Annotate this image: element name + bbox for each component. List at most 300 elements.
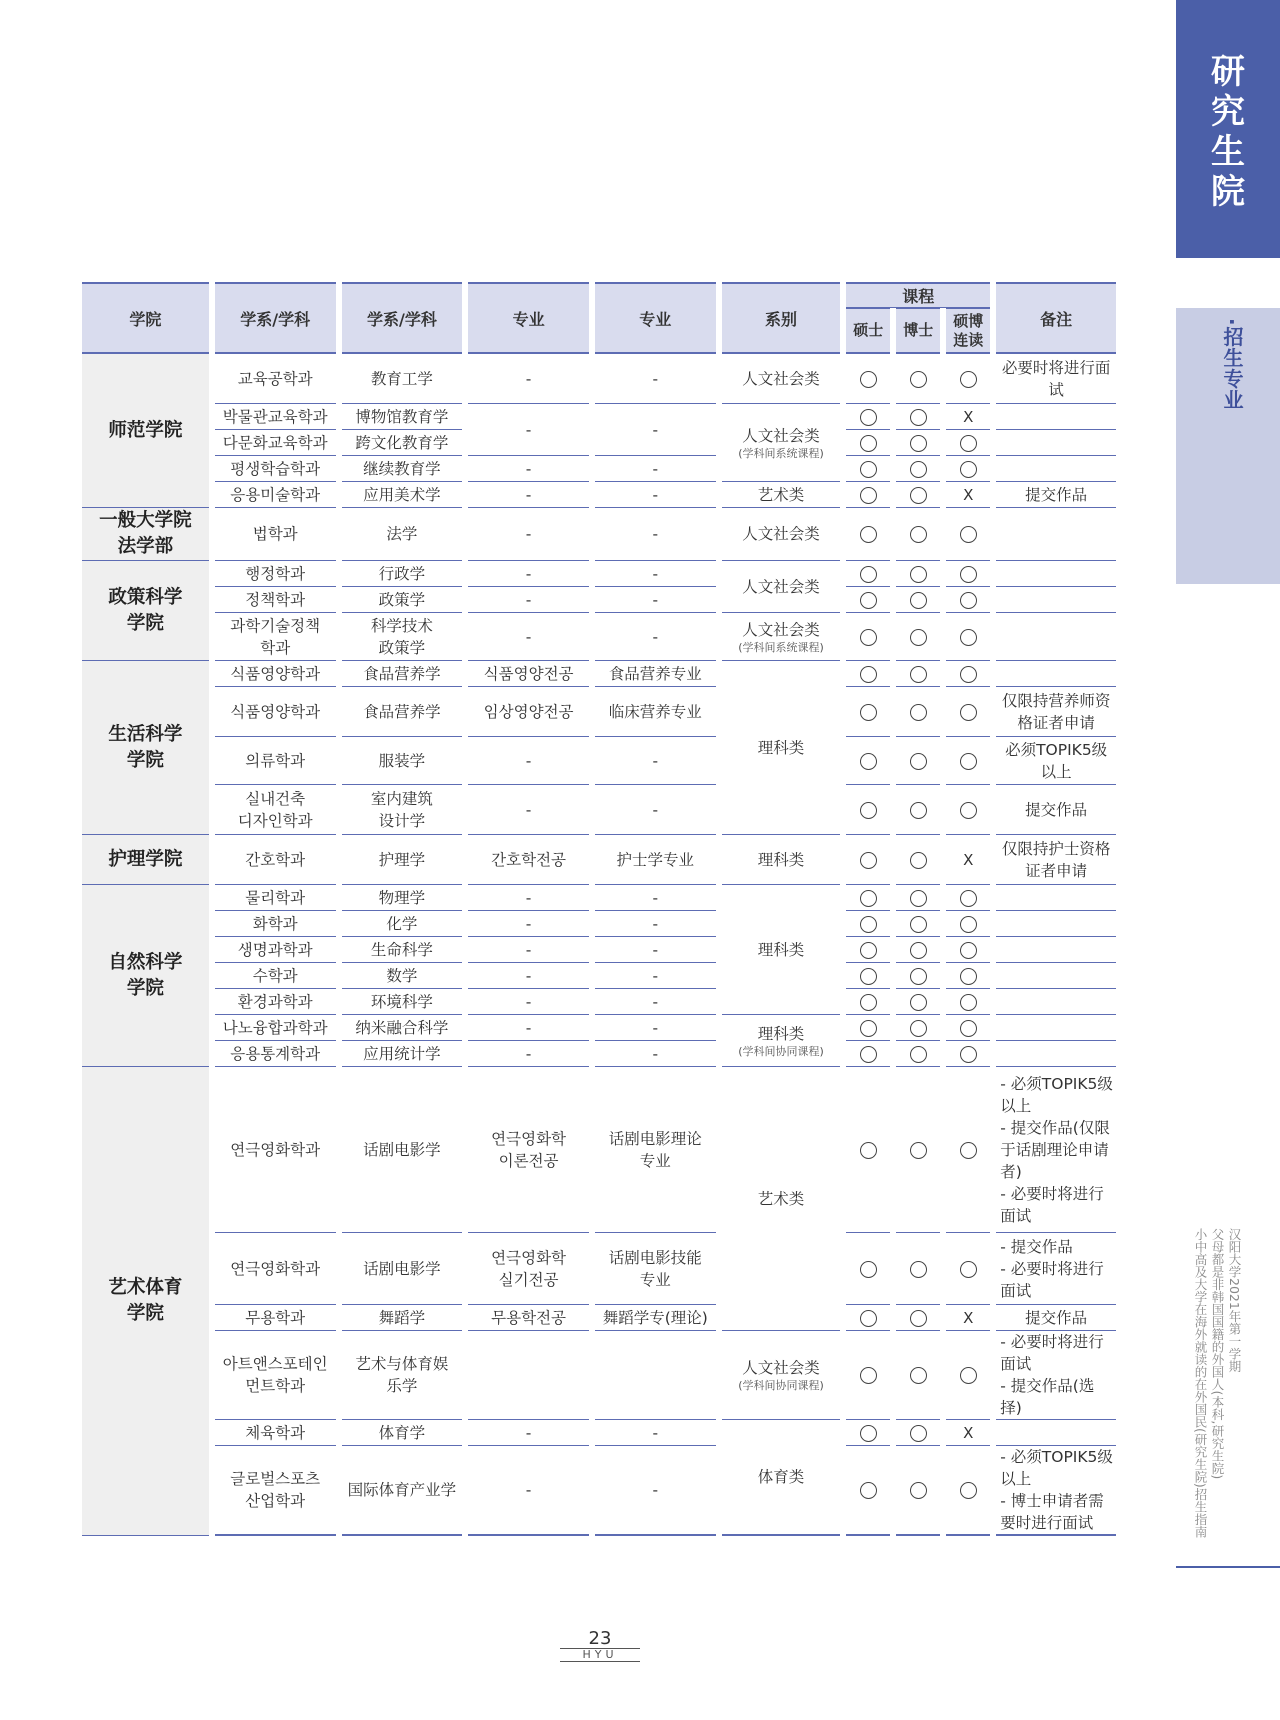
dept-kr-cell: 수학과 (215, 963, 336, 989)
doctor-cell (896, 963, 940, 989)
major-kr-cell: - (468, 354, 589, 404)
notes-cell (996, 1067, 1116, 1233)
category-cell (722, 1420, 841, 1536)
notes-cell (996, 1331, 1116, 1420)
master-cell (846, 963, 890, 989)
circle-mark-icon (910, 1425, 927, 1442)
major-cn-cell: - (595, 613, 716, 661)
table-row (82, 587, 1116, 613)
notes-cell (996, 456, 1116, 482)
doctor-cell (896, 911, 940, 937)
circle-mark-icon (860, 1310, 877, 1327)
dept-kr-cell: 체육학과 (215, 1420, 336, 1446)
circle-mark-icon (860, 409, 877, 426)
major-cn-cell: - (595, 561, 716, 587)
master-cell (846, 587, 890, 613)
table-row (82, 1067, 1116, 1233)
major-cn-cell: - (595, 354, 716, 404)
master-cell (846, 1305, 890, 1331)
notes-cell: 必须TOPIK5级以上 (996, 737, 1116, 785)
circle-mark-icon (960, 1367, 977, 1384)
dept-cn-cell: 国际体育产业学 (342, 1446, 463, 1536)
category-label: 理科类 (757, 850, 805, 869)
combined-cell (946, 1067, 990, 1233)
major-kr-cell: - (468, 911, 589, 937)
master-cell (846, 561, 890, 587)
section-tab-char: 究 (1211, 92, 1245, 132)
combined-cell (946, 613, 990, 661)
major-cn-cell: 临床营养专业 (595, 687, 716, 737)
major-cn-cell: - (595, 1041, 716, 1067)
circle-mark-icon (910, 592, 927, 609)
major-kr-cell: 무용학전공 (468, 1305, 589, 1331)
dept-kr-cell: 아트앤스포테인 먼트학과 (215, 1331, 336, 1420)
category-sublabel: (学科间系统课程) (738, 446, 824, 460)
x-mark: X (963, 485, 974, 504)
master-cell (846, 937, 890, 963)
master-cell (846, 404, 890, 430)
dept-cn-cell: 跨文化教育学 (342, 430, 463, 456)
circle-mark-icon (910, 566, 927, 583)
table-row (82, 1446, 1116, 1536)
category-label: 理科类 (757, 940, 805, 959)
circle-mark-icon (910, 852, 927, 869)
circle-mark-icon (960, 1142, 977, 1159)
dept-cn-cell: 物理学 (342, 885, 463, 911)
doctor-cell (896, 587, 940, 613)
major-cn-cell: - (595, 587, 716, 613)
circle-mark-icon (960, 566, 977, 583)
major-kr-cell: 임상영양전공 (468, 687, 589, 737)
circle-mark-icon (960, 592, 977, 609)
side-note-line: 小中高及大学在海外就读的在外国民(研究生院)招生指南 (1193, 1228, 1208, 1538)
circle-mark-icon (860, 1020, 877, 1037)
subsection-tab-label: ·招生专业 (1220, 318, 1244, 411)
category-sublabel: (学科间协同课程) (738, 1044, 824, 1058)
circle-mark-icon (860, 994, 877, 1011)
circle-mark-icon (860, 566, 877, 583)
circle-mark-icon (910, 916, 927, 933)
master-cell (846, 911, 890, 937)
master-cell (846, 737, 890, 785)
category-label: 人文社会类 (742, 620, 820, 639)
master-cell (846, 835, 890, 885)
header-master: 硕士 (846, 308, 890, 354)
combined-cell (946, 1420, 990, 1446)
circle-mark-icon (860, 942, 877, 959)
circle-mark-icon (960, 753, 977, 770)
combined-cell (946, 1015, 990, 1041)
circle-mark-icon (910, 1020, 927, 1037)
combined-cell (946, 911, 990, 937)
note-item: - 必须TOPIK5级以上 (1000, 1074, 1113, 1115)
dept-cn-cell: 食品营养学 (342, 687, 463, 737)
dept-kr-cell: 생명과학과 (215, 937, 336, 963)
circle-mark-icon (960, 461, 977, 478)
college-cell: 政策科学 学院 (82, 561, 209, 661)
category-cell (722, 1331, 841, 1420)
category-cell (722, 482, 841, 508)
major-cn-cell: 话剧电影技能 专业 (595, 1233, 716, 1305)
doctor-cell (896, 1233, 940, 1305)
master-cell (846, 613, 890, 661)
circle-mark-icon (860, 487, 877, 504)
combined-cell (946, 885, 990, 911)
major-cn-cell: - (595, 482, 716, 508)
major-kr-cell: - (468, 613, 589, 661)
category-cell (722, 561, 841, 613)
major-kr-cell: - (468, 1446, 589, 1536)
circle-mark-icon (860, 890, 877, 907)
doctor-cell (896, 1420, 940, 1446)
note-item: - 提交作品 (1000, 1237, 1073, 1256)
combined-cell (946, 482, 990, 508)
circle-mark-icon (860, 526, 877, 543)
dept-cn-cell: 室内建筑 设计学 (342, 785, 463, 835)
table-row (82, 482, 1116, 508)
notes-cell (996, 989, 1116, 1015)
notes-cell: 提交作品 (996, 785, 1116, 835)
circle-mark-icon (910, 487, 927, 504)
major-kr-cell: - (468, 508, 589, 561)
major-cn-cell: - (595, 1446, 716, 1536)
table-row (82, 404, 1116, 430)
doctor-cell (896, 456, 940, 482)
header-notes: 备注 (996, 282, 1116, 354)
major-cn-cell (595, 1331, 716, 1420)
category-label: 理科类 (757, 738, 805, 757)
table-row (82, 613, 1116, 661)
table-row (82, 785, 1116, 835)
doctor-cell (896, 661, 940, 687)
dept-cn-cell: 话剧电影学 (342, 1233, 463, 1305)
doctor-cell (896, 508, 940, 561)
doctor-cell (896, 561, 940, 587)
dept-cn-cell: 教育工学 (342, 354, 463, 404)
dept-kr-cell: 다문화교육학과 (215, 430, 336, 456)
page-number: 23 (588, 1628, 612, 1649)
notes-cell: 提交作品 (996, 482, 1116, 508)
doctor-cell (896, 687, 940, 737)
master-cell (846, 1015, 890, 1041)
circle-mark-icon (960, 942, 977, 959)
table-row (82, 963, 1116, 989)
circle-mark-icon (860, 666, 877, 683)
major-kr-cell: - (468, 1420, 589, 1446)
note-item: - 博士申请者需要时进行面试 (1000, 1492, 1104, 1532)
major-kr-cell: - (468, 561, 589, 587)
table-row (82, 1041, 1116, 1067)
doctor-cell (896, 835, 940, 885)
note-item: - 必须TOPIK5级以上 (1000, 1448, 1113, 1488)
table-row (82, 1331, 1116, 1420)
category-cell (722, 1015, 841, 1067)
category-sublabel: (学科间系统课程) (738, 640, 824, 654)
dept-kr-cell: 응용통계학과 (215, 1041, 336, 1067)
major-cn-cell: 食品营养专业 (595, 661, 716, 687)
category-label: 理科类 (757, 1024, 805, 1043)
circle-mark-icon (860, 629, 877, 646)
master-cell (846, 885, 890, 911)
circle-mark-icon (960, 1020, 977, 1037)
category-cell (722, 404, 841, 482)
dept-kr-cell: 평생학습학과 (215, 456, 336, 482)
doctor-cell (896, 1041, 940, 1067)
major-cn-cell: - (595, 885, 716, 911)
doctor-cell (896, 785, 940, 835)
circle-mark-icon (960, 802, 977, 819)
dept-cn-cell: 法学 (342, 508, 463, 561)
doctor-cell (896, 937, 940, 963)
notes-cell: 必要时将进行面试 (996, 354, 1116, 404)
table-row (82, 937, 1116, 963)
notes-cell (996, 1015, 1116, 1041)
dept-cn-cell: 服装学 (342, 737, 463, 785)
category-label: 艺术类 (757, 485, 805, 504)
dept-cn-cell: 生命科学 (342, 937, 463, 963)
dept-cn-cell: 博物馆教育学 (342, 404, 463, 430)
circle-mark-icon (960, 666, 977, 683)
circle-mark-icon (860, 1367, 877, 1384)
notes-cell (996, 404, 1116, 430)
header-course: 课程 (846, 282, 990, 308)
doctor-cell (896, 1305, 940, 1331)
notes-cell (996, 885, 1116, 911)
category-label: 人文社会类 (742, 577, 820, 596)
combined-cell (946, 937, 990, 963)
header-dept-kr: 学系/学科 (215, 282, 336, 354)
dept-cn-cell: 食品营养学 (342, 661, 463, 687)
majors-table (76, 282, 1122, 1536)
dept-kr-cell: 물리학과 (215, 885, 336, 911)
circle-mark-icon (910, 890, 927, 907)
major-kr-cell: 간호학전공 (468, 835, 589, 885)
master-cell (846, 1233, 890, 1305)
category-label: 人文社会类 (742, 426, 820, 445)
dept-kr-cell: 박물관교육학과 (215, 404, 336, 430)
notes-cell (996, 430, 1116, 456)
dept-cn-cell: 舞蹈学 (342, 1305, 463, 1331)
dept-cn-cell: 话剧电影学 (342, 1067, 463, 1233)
dept-kr-cell: 연극영화학과 (215, 1233, 336, 1305)
header-major-kr: 专业 (468, 282, 589, 354)
major-cn-cell: - (595, 737, 716, 785)
table-row (82, 1015, 1116, 1041)
category-label: 艺术类 (757, 1189, 805, 1208)
table-row (82, 989, 1116, 1015)
section-tab-char: 生 (1211, 132, 1245, 172)
category-sublabel: (学科间协同课程) (738, 1379, 824, 1392)
master-cell (846, 989, 890, 1015)
circle-mark-icon (960, 526, 977, 543)
combined-cell (946, 687, 990, 737)
doctor-cell (896, 737, 940, 785)
master-cell (846, 661, 890, 687)
circle-mark-icon (910, 435, 927, 452)
category-cell (722, 835, 841, 885)
dept-kr-cell: 간호학과 (215, 835, 336, 885)
major-cn-cell: - (595, 456, 716, 482)
circle-mark-icon (910, 666, 927, 683)
notes-cell (996, 508, 1116, 561)
circle-mark-icon (860, 592, 877, 609)
major-cn-cell: - (595, 785, 716, 835)
dept-cn-cell: 艺术与体育娱 乐学 (342, 1331, 463, 1420)
table-row (82, 354, 1116, 404)
college-cell: 一般大学院 法学部 (82, 508, 209, 561)
major-kr-cell: - (468, 737, 589, 785)
category-label: 人文社会类 (742, 1359, 820, 1377)
combined-cell (946, 404, 990, 430)
circle-mark-icon (860, 435, 877, 452)
major-cn-cell: 话剧电影理论 专业 (595, 1067, 716, 1233)
doctor-cell (896, 989, 940, 1015)
circle-mark-icon (860, 916, 877, 933)
dept-kr-cell: 식품영양학과 (215, 661, 336, 687)
combined-cell (946, 430, 990, 456)
major-kr-cell: - (468, 785, 589, 835)
table-row (82, 661, 1116, 687)
section-tab-char: 研 (1211, 52, 1245, 92)
circle-mark-icon (910, 1261, 927, 1278)
master-cell (846, 1041, 890, 1067)
circle-mark-icon (860, 1425, 877, 1442)
notes-cell: 仅限持护士资格证者申请 (996, 835, 1116, 885)
dept-kr-cell: 의류학과 (215, 737, 336, 785)
dept-kr-cell: 화학과 (215, 911, 336, 937)
dept-cn-cell: 科学技术 政策学 (342, 613, 463, 661)
dept-cn-cell: 纳米融合科学 (342, 1015, 463, 1041)
circle-mark-icon (860, 1046, 877, 1063)
college-cell: 艺术体育 学院 (82, 1067, 209, 1536)
doctor-cell (896, 1015, 940, 1041)
dept-cn-cell: 环境科学 (342, 989, 463, 1015)
table-row (82, 1233, 1116, 1305)
side-note-line: 汉阳大学2021年第一学期 (1227, 1228, 1242, 1373)
master-cell (846, 687, 890, 737)
circle-mark-icon (860, 461, 877, 478)
circle-mark-icon (910, 968, 927, 985)
x-mark: X (963, 1308, 974, 1327)
major-cn-cell: - (595, 911, 716, 937)
header-category: 系别 (722, 282, 841, 354)
combined-cell (946, 1331, 990, 1420)
circle-mark-icon (960, 968, 977, 985)
combined-cell (946, 587, 990, 613)
major-kr-cell: - (468, 963, 589, 989)
note-item: - 提交作品(仅限于话剧理论申请者) (1000, 1118, 1110, 1181)
side-note-line: 父母都是非韩国国籍的外国人(本科,研究生院) (1210, 1228, 1225, 1480)
circle-mark-icon (960, 994, 977, 1011)
circle-mark-icon (860, 1142, 877, 1159)
combined-cell (946, 785, 990, 835)
college-cell: 自然科学 学院 (82, 885, 209, 1067)
circle-mark-icon (960, 1046, 977, 1063)
notes-cell (996, 1420, 1116, 1446)
circle-mark-icon (910, 409, 927, 426)
major-cn-cell: - (595, 1015, 716, 1041)
master-cell (846, 1067, 890, 1233)
dept-cn-cell: 数学 (342, 963, 463, 989)
dept-kr-cell: 무용학과 (215, 1305, 336, 1331)
dept-cn-cell: 护理学 (342, 835, 463, 885)
major-kr-cell: - (468, 1041, 589, 1067)
x-mark: X (963, 850, 974, 869)
master-cell (846, 1331, 890, 1420)
x-mark: X (963, 407, 974, 426)
header-combined: 硕博 连读 (946, 308, 990, 354)
dept-kr-cell: 실내건축 디자인학과 (215, 785, 336, 835)
circle-mark-icon (960, 1261, 977, 1278)
circle-mark-icon (860, 371, 877, 388)
major-kr-cell: 연극영화학 이론전공 (468, 1067, 589, 1233)
table-row (82, 561, 1116, 587)
combined-cell (946, 737, 990, 785)
table-row (82, 508, 1116, 561)
circle-mark-icon (910, 526, 927, 543)
combined-cell (946, 989, 990, 1015)
combined-cell (946, 963, 990, 989)
major-kr-cell: - (468, 404, 589, 456)
combined-cell (946, 1446, 990, 1536)
category-cell (722, 1067, 841, 1331)
notes-cell: 提交作品 (996, 1305, 1116, 1331)
combined-cell (946, 1041, 990, 1067)
major-kr-cell: - (468, 989, 589, 1015)
college-cell: 护理学院 (82, 835, 209, 885)
notes-cell (996, 937, 1116, 963)
master-cell (846, 1420, 890, 1446)
dept-kr-cell: 글로벌스포츠 산업학과 (215, 1446, 336, 1536)
notes-cell (996, 587, 1116, 613)
table-row (82, 1305, 1116, 1331)
major-kr-cell: 식품영양전공 (468, 661, 589, 687)
dept-kr-cell: 나노융합과학과 (215, 1015, 336, 1041)
doctor-cell (896, 354, 940, 404)
major-kr-cell: - (468, 937, 589, 963)
notes-cell: 仅限持营养师资格证者申请 (996, 687, 1116, 737)
notes-cell (996, 1041, 1116, 1067)
combined-cell (946, 661, 990, 687)
circle-mark-icon (910, 371, 927, 388)
dept-cn-cell: 继续教育学 (342, 456, 463, 482)
major-cn-cell: - (595, 937, 716, 963)
major-cn-cell: - (595, 963, 716, 989)
category-label: 体育类 (757, 1468, 805, 1486)
circle-mark-icon (860, 968, 877, 985)
master-cell (846, 354, 890, 404)
circle-mark-icon (910, 753, 927, 770)
dept-kr-cell: 연극영화학과 (215, 1067, 336, 1233)
category-label: 人文社会类 (742, 525, 820, 543)
notes-cell (996, 1233, 1116, 1305)
circle-mark-icon (910, 1046, 927, 1063)
combined-cell (946, 1305, 990, 1331)
circle-mark-icon (960, 704, 977, 721)
combined-cell (946, 354, 990, 404)
doctor-cell (896, 1067, 940, 1233)
circle-mark-icon (910, 1142, 927, 1159)
combined-cell (946, 508, 990, 561)
table-row (82, 687, 1116, 737)
notes-cell (996, 561, 1116, 587)
combined-cell (946, 456, 990, 482)
dept-kr-cell: 응용미술학과 (215, 482, 336, 508)
circle-mark-icon (860, 1482, 877, 1499)
category-cell (722, 613, 841, 661)
notes-cell (996, 963, 1116, 989)
doctor-cell (896, 482, 940, 508)
